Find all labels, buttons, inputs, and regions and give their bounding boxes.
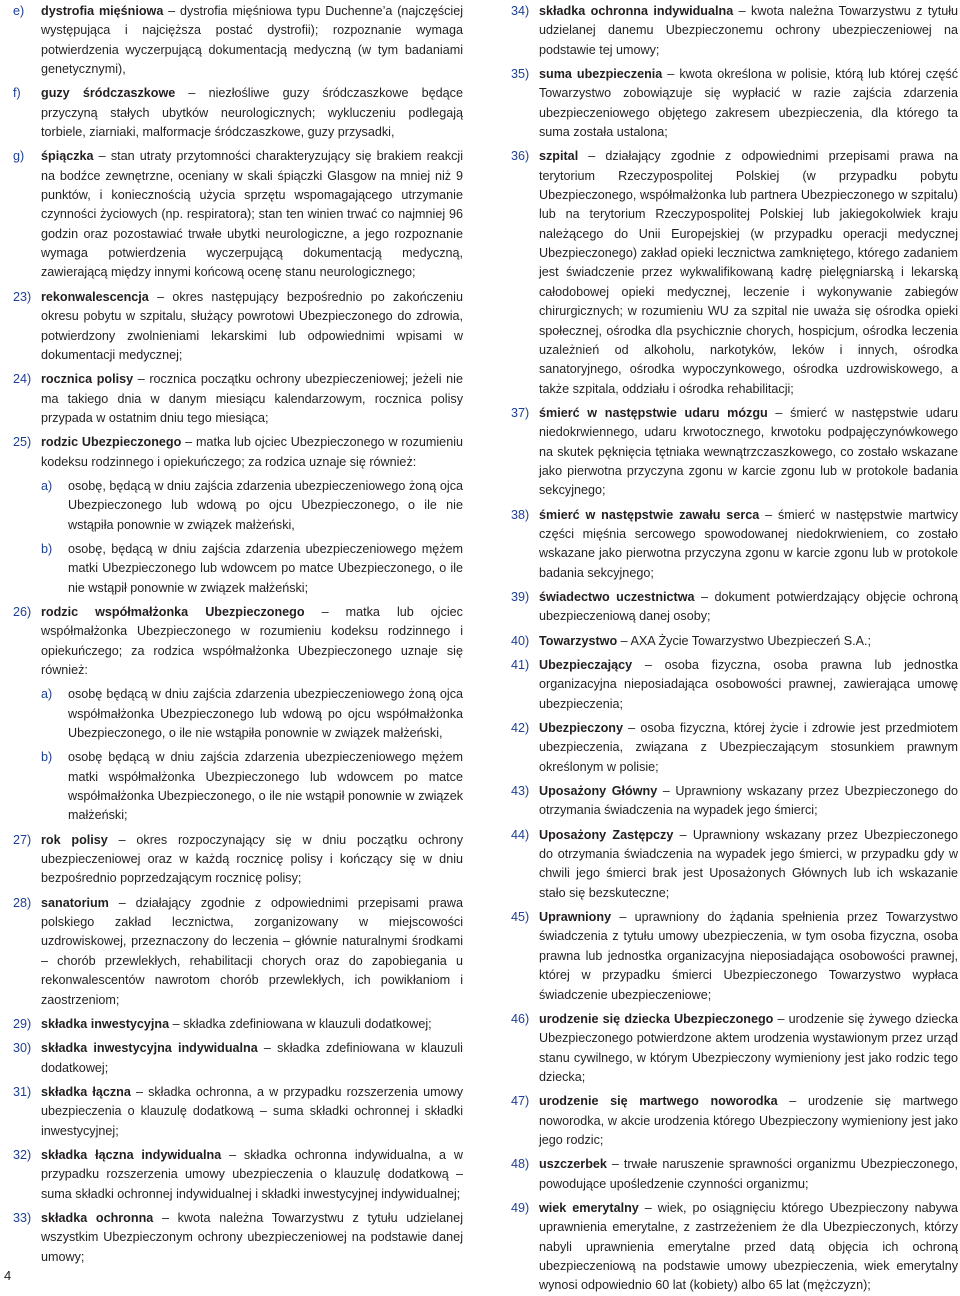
item-number: 37) [511, 405, 530, 420]
defined-term: śmierć w następstwie udaru mózgu [539, 405, 768, 420]
item-number: 40) [511, 633, 530, 648]
item-body [41, 149, 463, 279]
defined-term: składka inwestycyjna [41, 1016, 170, 1031]
definition-text: – urodzenie się martwego noworodka, w akcie urodzenia którego Ubezpieczony wymieniony jest jako jego rodzic; [539, 1094, 958, 1147]
definition-item [511, 656, 958, 714]
definition-item [13, 84, 463, 142]
definition-text: – trwałe naruszenie sprawności organizmu Ubezpieczonego, powodujące upośledzenie czynności organizmu; [539, 1157, 958, 1191]
item-number: g) [13, 149, 25, 164]
subitem-text: osobę, będącą w dniu zajścia zdarzenia ubezpieczeniowego mężem matki Ubezpieczonego lub wdowcem po matce Ubezpieczonego, o ile nie wstąpił ponownie w związek małżeński; [68, 541, 463, 595]
defined-term: Ubezpieczający [539, 658, 633, 672]
defined-term: urodzenie się martwego noworodka [539, 1094, 778, 1109]
definition-text: – składka ochronna, a w przypadku rozszerzenia umowy ubezpieczenia o klauzulę dodatkową – suma składki ochronnej i składki inwestycyjnej; [41, 1084, 463, 1138]
definition-item [511, 1092, 958, 1150]
item-number: 33) [13, 1210, 32, 1225]
defined-term: uszczerbek [539, 1157, 607, 1172]
definition-item [511, 1155, 958, 1194]
definition-text: – śmierć w następstwie udaru niedokrwiennego, udaru krwotocznego, krwotoku podpajęczynówkowego na skutek pęknięcia tętniaka wewnątrzczaszkowego, co zostało wskazane jako pierwotna przyczyna zgonu w karcie zgonu lub w protokole badania sekcyjnego; [539, 405, 959, 498]
definition-text: – matka lub ojciec Ubezpieczonego w rozumieniu kodeksu rodzinnego i opiekuńczego; za rodzica uznaje się również: [41, 435, 463, 469]
subitem-text: osobę, będącą w dniu zajścia zdarzenia ubezpieczeniowego żoną ojca Ubezpieczonego lub wdową po ojcu Ubezpieczonego, o ile nie wstąpiła ponownie w związek małżeński, [68, 478, 463, 532]
defined-term: rok polisy [41, 832, 108, 847]
item-body [539, 634, 871, 648]
defined-term: Ubezpieczony [539, 721, 623, 736]
definition-subitem [13, 477, 463, 535]
item-number: 35) [511, 67, 530, 82]
item-body [539, 910, 958, 1001]
item-body [539, 67, 958, 139]
left-column [13, 2, 463, 1267]
definition-text: – działający zgodnie z odpowiednimi przepisami prawa na terytorium Rzeczypospolitej Polskiej (w przypadku pobytu Ubezpieczonego, współmałżonka lub partnera Ubezpieczonego w szpitalu) lub na terytorium Rzeczypospolitej Polskiej lub jakiegokolwiek kraju należącego do Unii Europejskiej (w przypadku operacji medycznej Ubezpieczonego) zakład opieki lecznictwa zamkniętego, którego zadaniem jest świadczenie przez wykwalifikowaną kadrę pielęgniarską i lekarską całodobowej opieki medycznej, leczenie i wykonywanie zabiegów chirurgicznych; w rozumieniu WU za szpital nie uważa się ośrodka opieki społecznej, ośrodka dla psychicznie chorych, hospicjum, ośrodka leczenia uzależnień od alkoholu, narkotyków, leków i innych, ośrodka sanatoryjnego, ośrodka wypoczynkowego, ośrodka uzdrowiskowego, a także szpitala, oddziału i ośrodka rehabilitacji; [539, 149, 958, 396]
item-body [41, 372, 463, 425]
definition-item [13, 831, 463, 889]
definition-text: – kwota określona w polisie, którą lub której część Towarzystwo zobowiązuje się wypłacić w razie zajścia zdarzenia ubezpieczeniowego objętego zakresem ubezpieczenia, dla którego ta suma została ustalona; [539, 67, 958, 140]
definition-item [13, 147, 463, 282]
item-body [539, 721, 958, 774]
defined-term: rodzic współmałżonka Ubezpieczonego [41, 604, 305, 619]
definition-text: – niezłośliwe guzy śródczaszkowe będące przyczyną stałych ubytków neurologicznych; wykluczeniu podlegają torbiele, ziarniaki, malformacje śródczaszkowe, guzy przysadki, [41, 86, 463, 140]
item-number: 39) [511, 589, 530, 604]
definition-item [13, 1083, 463, 1141]
item-number: 44) [511, 827, 530, 842]
definition-text: – wiek, po osiągnięciu którego Ubezpieczony nabywa uprawnienia emerytalne, z zastrzeżeniem że dla Ubezpieczonych, którzy nabyli uprawnienia emerytalne przed datą objęcia ich ochroną ubezpieczeniową na podstawie umowy ubezpieczenia, wiek emerytalny wynosi odpowiednio 60 lat (kobiety) albo 65 lat (mężczyzn); [539, 1200, 958, 1293]
definition-text: – działający zgodnie z odpowiednimi przepisami prawa polskiego zakład lecznictwa, zorganizowany w miejscowości uzdrowiskowej, przeznaczony do leczenia – głównie naturalnymi środkami – chorób przewlekłych, rehabilitacji chorych oraz do zapobiegania u rekonwalescentów nawrotom chorób przewlekłych, ich powikłaniom i zaostrzeniom; [41, 895, 463, 1007]
definition-text: – rocznica początku ochrony ubezpieczeniowej; jeżeli nie ma takiego dnia w danym miesiącu kalendarzowym, rocznica polisy przypada w ostatnim dniu tego miesiąca; [41, 372, 463, 425]
definition-item [511, 147, 958, 398]
subitem-letter: a) [41, 687, 53, 702]
defined-term: dystrofia mięśniowa [41, 4, 164, 18]
item-body [41, 896, 463, 1007]
definition-text: – okres rozpoczynający się w dniu początku ochrony ubezpieczeniowej oraz w każdą rocznicę polisy i kończący się w dniu bezpośrednio poprzedzającym rocznicę polisy; [41, 832, 463, 886]
item-number: 47) [511, 1094, 530, 1109]
definition-item [511, 506, 958, 583]
defined-term: Uprawniony [539, 910, 612, 925]
item-number: 23) [13, 289, 32, 304]
definition-item [13, 2, 463, 79]
definition-item [511, 908, 958, 1005]
right-column [511, 2, 958, 1296]
defined-term: szpital [539, 149, 579, 164]
definition-text: – śmierć w następstwie martwicy części mięśnia sercowego spowodowanej niedokrwieniem, co zostało wskazane jako pierwotna przyczyna zgonu w karcie zgonu lub w protokole badania sekcyjnego; [539, 507, 958, 580]
item-body [41, 833, 463, 886]
item-body [41, 290, 463, 362]
item-number: 36) [511, 149, 530, 164]
item-number: 48) [511, 1157, 530, 1172]
definition-text: – dokument potwierdzający objęcie ochroną ubezpieczeniową danej osoby; [539, 589, 958, 624]
item-body [41, 1085, 463, 1138]
definition-subitem [13, 540, 463, 598]
definition-text: – dystrofia mięśniowa typu Duchenne’a (najczęściej występująca i najcięższa postać dystrofii); rozpoznanie wymaga potwierdzenia wyczerpującą dokumentacją medyczną (w tym badaniami genetycznymi), [41, 4, 464, 77]
definition-item [511, 404, 958, 501]
item-number: 25) [13, 435, 32, 450]
defined-term: rekonwalescencja [41, 289, 149, 304]
defined-term: urodzenie się dziecka Ubezpieczonego [539, 1011, 774, 1026]
item-body [41, 4, 463, 76]
defined-term: suma ubezpieczenia [539, 67, 663, 82]
definition-item [13, 1039, 463, 1078]
defined-term: składka łączna [41, 1084, 131, 1099]
definition-item [511, 1199, 958, 1296]
item-body [539, 508, 958, 580]
defined-term: rocznica polisy [41, 372, 134, 387]
defined-term: wiek emerytalny [539, 1200, 639, 1215]
definition-item [13, 603, 463, 680]
item-body [41, 435, 463, 468]
item-body [539, 1201, 958, 1292]
item-body [539, 4, 958, 57]
item-number: 30) [13, 1041, 32, 1056]
item-number: 31) [13, 1084, 32, 1099]
page-number: 4 [4, 1268, 12, 1283]
definition-item [13, 894, 463, 1010]
item-number: 42) [511, 721, 530, 736]
defined-term: składka łączna indywidualna [41, 1147, 222, 1162]
defined-term: Towarzystwo [539, 633, 618, 648]
definition-text: – okres następujący bezpośrednio po zakończeniu okresu pobytu w szpitalu, służący powrotowi Ubezpieczonego do zdrowia, potwierdzony zwolnieniami lekarskimi lub odpowiednimi wpisami w dokumentacji medycznej; [41, 289, 463, 362]
definition-subitem [13, 748, 463, 825]
definition-text: – matka lub ojciec współmałżonka Ubezpieczonego w rozumieniu kodeksu rodzinnego i opiekuńczego; za rodzica współmałżonka Ubezpieczonego uznaje się również: [41, 604, 463, 677]
item-body [539, 1012, 958, 1084]
definition-text: – składka zdefiniowana w klauzuli dodatkowej; [41, 1041, 463, 1075]
defined-term: Uposażony Zastępczy [539, 827, 674, 842]
subitem-text: osobę będącą w dniu zajścia zdarzenia ubezpieczeniowego żoną ojca współmałżonka Ubezpieczonego lub wdową po ojcu współmałżonka Ubezpieczonego, o ile nie wstąpiła ponownie w związek małżeński, [68, 687, 463, 741]
definition-item [511, 1010, 958, 1087]
item-number: 49) [511, 1200, 530, 1215]
item-number: 32) [13, 1147, 32, 1162]
definition-text: – Uprawniony wskazany przez Ubezpieczonego do otrzymania świadczenia na wypadek jego śmierci, w przypadku gdy w chwili jego śmierci brak jest Uposażonych Głównych lub ich wskazanie stało się bezskuteczne; [539, 827, 958, 900]
definition-item [511, 782, 958, 821]
item-body [539, 1094, 958, 1147]
item-number: e) [13, 4, 25, 18]
defined-term: śmierć w następstwie zawału serca [539, 507, 760, 522]
item-number: 29) [13, 1016, 32, 1031]
item-body [41, 1211, 463, 1264]
item-number: 46) [511, 1011, 530, 1026]
definition-item [13, 1015, 463, 1034]
item-body [41, 86, 463, 139]
item-number: 43) [511, 784, 530, 799]
defined-term: śpiączka [41, 149, 94, 164]
definition-item [13, 433, 463, 472]
item-body [539, 658, 958, 711]
item-body [41, 1041, 463, 1074]
defined-term: świadectwo uczestnictwa [539, 589, 695, 604]
definition-text: – stan utraty przytomności charakteryzujący się brakiem reakcji na bodźce zewnętrzne, oceniany w skali śpiączki Glasgow na mniej niż 9 punktów, i koniecznością użycia sprzętu wspomagającego utrzymanie czynności życiowych (np. respiratora); stan ten winien trwać co najmniej 96 godzin oraz pozostawiać trwałe ubytki neurologiczne, a jego rozpoznanie wymaga potwierdzenia wyczerpującą dokumentacją medyczną, zawierającą między innymi końcową ocenę stanu neurologicznego; [41, 149, 463, 280]
definition-text: – osoba fizyczna, osoba prawna lub jednostka organizacyjna nieposiadająca osobowości prawnej, zawierająca umowę ubezpieczenia; [539, 658, 958, 711]
defined-term: rodzic Ubezpieczonego [41, 435, 182, 450]
item-number: 26) [13, 604, 32, 619]
definition-item [511, 632, 958, 651]
defined-term: guzy śródczaszkowe [41, 86, 176, 101]
item-number: 45) [511, 910, 530, 925]
subitem-letter: b) [41, 541, 53, 556]
item-number: 38) [511, 507, 530, 522]
definition-text: – składka ochronna indywidualna, a w przypadku rozszerzenia umowy ubezpieczenia o klauzulę dodatkową – suma składki ochronnej indywidualnej i składki inwestycyjnej indywidualnej; [41, 1147, 463, 1201]
defined-term: sanatorium [41, 895, 109, 910]
definition-text: – kwota należna Towarzystwu z tytułu udzielanej danemu Ubezpieczonemu ochrony ubezpieczeniowej na podstawie tej umowy; [539, 4, 958, 57]
item-number: 28) [13, 895, 32, 910]
definition-text: – Uprawniony wskazany przez Ubezpieczonego do otrzymania świadczenia na wypadek jego śmierci; [539, 784, 958, 818]
item-number: 27) [13, 832, 32, 847]
item-number: 34) [511, 4, 530, 18]
item-body [41, 605, 463, 677]
item-body [539, 406, 958, 497]
definition-item [13, 1146, 463, 1204]
item-body [539, 784, 958, 817]
definition-item [511, 588, 958, 627]
defined-term: składka ochronna indywidualna [539, 4, 734, 18]
definition-text: – urodzenie się żywego dziecka Ubezpieczonego potwierdzone aktem urodzenia wystawionym przez urząd stanu cywilnego, w którym Ubezpieczony wymieniony jest jako rodzic tego dziecka; [539, 1011, 958, 1084]
defined-term: Uposażony Główny [539, 784, 658, 799]
item-body [41, 1017, 432, 1031]
defined-term: składka ochronna [41, 1210, 154, 1225]
item-body [539, 1157, 958, 1190]
item-body [539, 828, 958, 900]
item-number: 24) [13, 372, 32, 387]
subitem-letter: b) [41, 750, 53, 765]
definition-text: – uprawniony do żądania spełnienia przez Towarzystwo świadczenia z tytułu umowy ubezpieczenia, w tym osoba fizyczna, osoba prawna lub jednostka organizacyjna nieposiadająca osobowości prawnej, której w przypadku śmierci Ubezpieczonego Towarzystwo wypłaca świadczenie ubezpieczeniowe; [539, 910, 958, 1002]
definition-text: – kwota należna Towarzystwu z tytułu udzielanej wszystkim Ubezpieczonym ochrony ubezpieczeniowej na podstawie danej umowy; [41, 1210, 463, 1264]
definition-item [511, 65, 958, 142]
definition-item [13, 288, 463, 365]
item-number: 41) [511, 658, 530, 672]
definition-item [13, 1209, 463, 1267]
definition-subitem [13, 685, 463, 743]
subitem-letter: a) [41, 478, 53, 493]
definition-text: – składka zdefiniowana w klauzuli dodatkowej; [169, 1016, 432, 1031]
definition-item [13, 370, 463, 428]
item-number: f) [13, 86, 21, 101]
definition-item [511, 826, 958, 903]
definition-item [511, 2, 958, 60]
item-body [539, 149, 958, 395]
defined-term: składka inwestycyjna indywidualna [41, 1041, 258, 1056]
definition-text: – osoba fizyczna, której życie i zdrowie jest przedmiotem ubezpieczenia, związana z Ubezpieczającym stosunkiem prawnym określonym w polisie; [539, 721, 958, 774]
item-body [539, 590, 958, 623]
definition-item [511, 719, 958, 777]
definition-text: – AXA Życie Towarzystwo Ubezpieczeń S.A.; [617, 633, 871, 648]
item-body [41, 1148, 463, 1201]
subitem-text: osobę będącą w dniu zajścia zdarzenia ubezpieczeniowego mężem matki współmałżonka Ubezpieczonego lub wdowcem po matce współmałżonka Ubezpieczonego, o ile nie wstąpił ponownie w związek małżeński; [68, 750, 463, 823]
